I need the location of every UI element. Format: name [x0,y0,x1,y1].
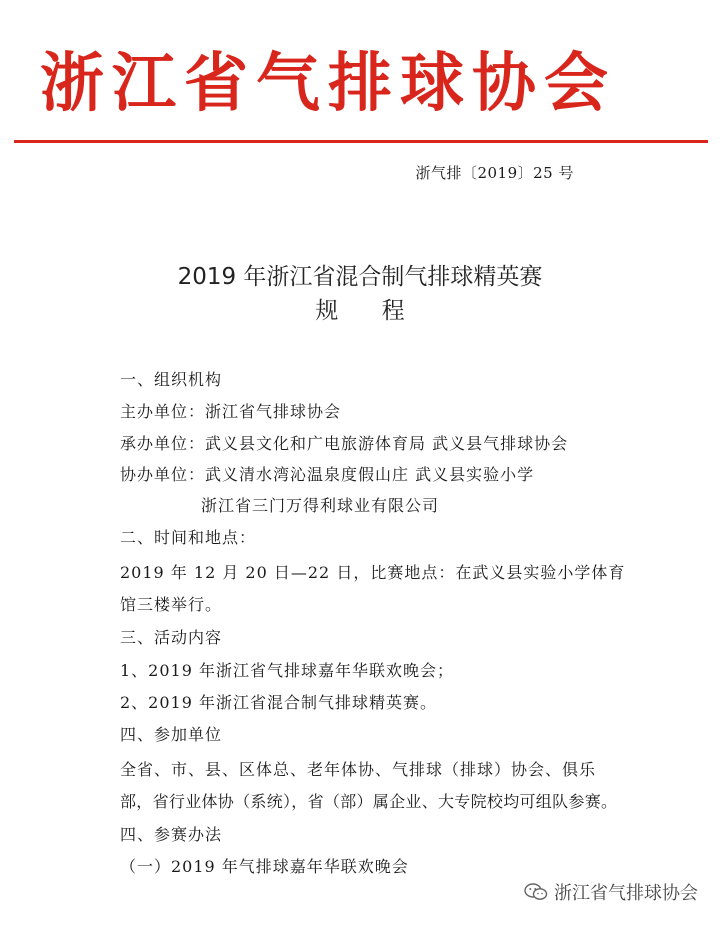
document-number: 浙气排〔2019〕25 号 [415,164,574,182]
wechat-icon [524,883,548,901]
body-line-organizer: 承办单位：武义县文化和广电旅游体育局 武义县气排球协会 [120,434,569,453]
body-line-time-place: 2019 年 12 月 20 日—22 日，比赛地点：在武义县实验小学体育 [120,563,626,582]
section-heading-organization: 一、组织机构 [120,370,223,389]
body-line-participants-cont: 部，省行业体协（系统），省（部）属企业、大专院校均可组队参赛。 [120,792,618,811]
document-title: 2019 年浙江省混合制气排球精英赛 [177,264,543,290]
masthead-org-name: 浙江省气排球协会 [40,47,616,121]
body-line-time-place-cont: 馆三楼举行。 [120,595,223,614]
body-line-co-organizer: 协办单位：武义清水湾沁温泉度假山庄 武义县实验小学 [120,465,535,484]
document-subtitle: 规 程 [315,298,423,324]
body-line-host: 主办单位：浙江省气排球协会 [120,402,342,421]
masthead-red-rule [14,140,708,143]
section-heading-activities: 三、活动内容 [120,628,223,647]
body-line-entry-method-1: （一）2019 年气排球嘉年华联欢晚会 [120,857,409,876]
wechat-watermark [524,879,698,905]
section-heading-participants: 四、参加单位 [120,725,223,744]
body-line-participants: 全省、市、县、区体总、老年体协、气排球（排球）协会、俱乐 [120,760,597,779]
watermark-label: 浙江省气排球协会 [554,883,698,904]
section-heading-entry-method: 四、参赛办法 [120,825,223,844]
body-line-co-organizer-cont: 浙江省三门万得利球业有限公司 [201,496,440,515]
section-heading-time-place: 二、时间和地点： [120,528,257,547]
body-line-activity-2: 2、2019 年浙江省混合制气排球精英赛。 [120,693,437,712]
body-line-activity-1: 1、2019 年浙江省气排球嘉年华联欢晚会； [120,661,454,680]
